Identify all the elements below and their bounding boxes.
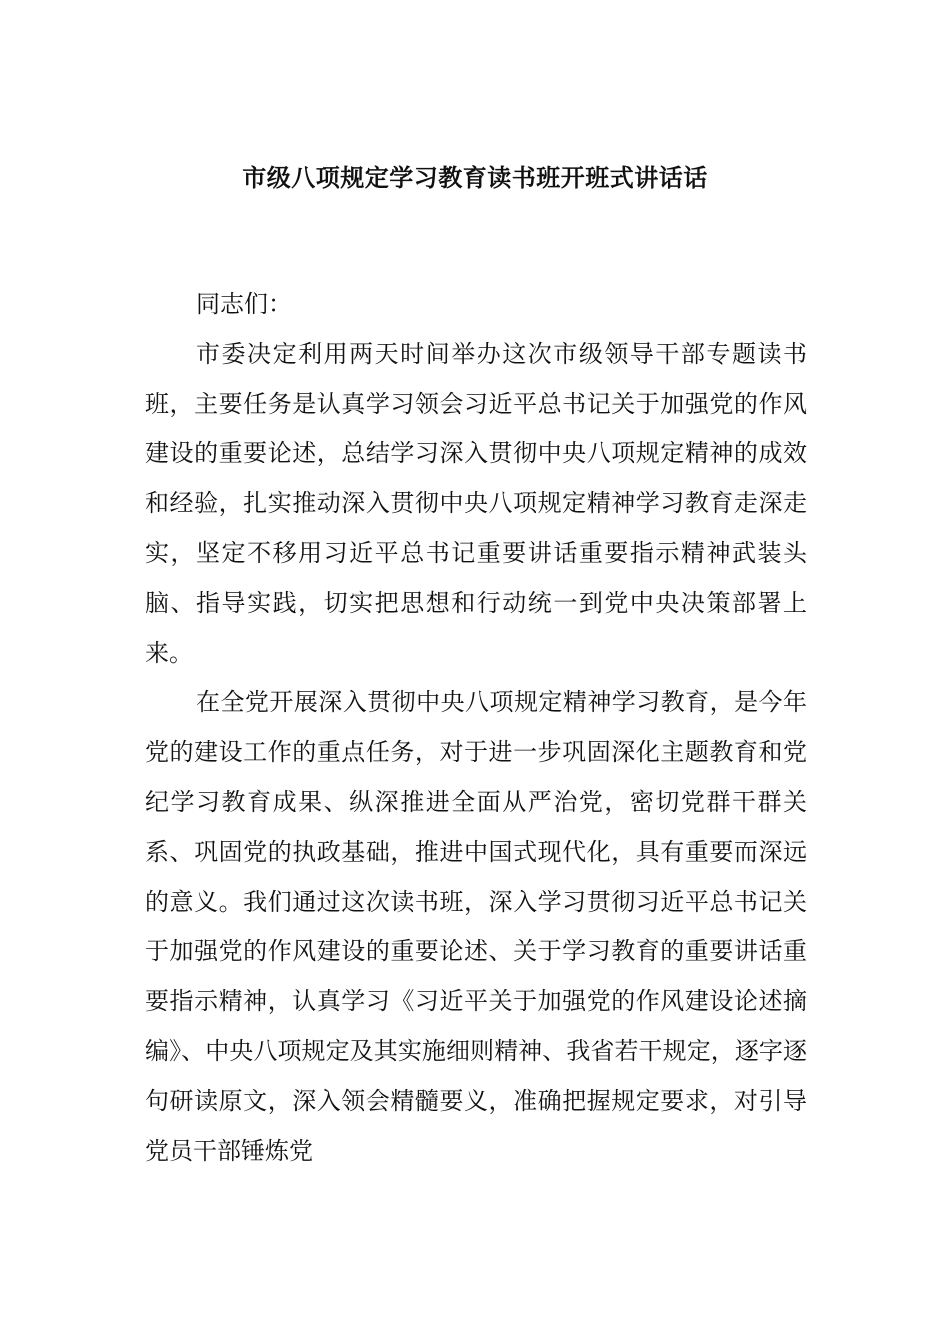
paragraph-1: 市委决定利用两天时间举办这次市级领导干部专题读书班，主要任务是认真学习领会习近平总书记关于加强党的作风建设的重要论述，总结学习深入贯彻中央八项规定精神的成效和经验，扎实推动深入贯彻中央八项规定精神学习教育走深走实，坚定不移用习近平总书记重要讲话重要指示精神武装头脑、指导实践，切实把思想和行动统一到党中央决策部署上来。 bbox=[145, 339, 807, 667]
paragraph-2: 在全党开展深入贯彻中央八项规定精神学习教育，是今年党的建设工作的重点任务，对于进一步巩固深化主题教育和党纪学习教育成果、纵深推进全面从严治党，密切党群干群关系、巩固党的执政基础，推进中国式现代化，具有重要而深远的意义。我们通过这次读书班，深入学习贯彻习近平总书记关于加强党的作风建设的重要论述、关于学习教育的重要讲话重要指示精神，认真学习《习近平关于加强党的作风建设论述摘编》、中央八项规定及其实施细则精神、我省若干规定，逐字逐句研读原文，深入领会精髓要义，准确把握规定要求，对引导党员干部锤炼党 bbox=[145, 688, 807, 1165]
document-title: 市级八项规定学习教育读书班开班式讲话话 bbox=[242, 164, 708, 192]
salutation: 同志们： bbox=[196, 290, 292, 318]
document-body bbox=[145, 280, 807, 1176]
